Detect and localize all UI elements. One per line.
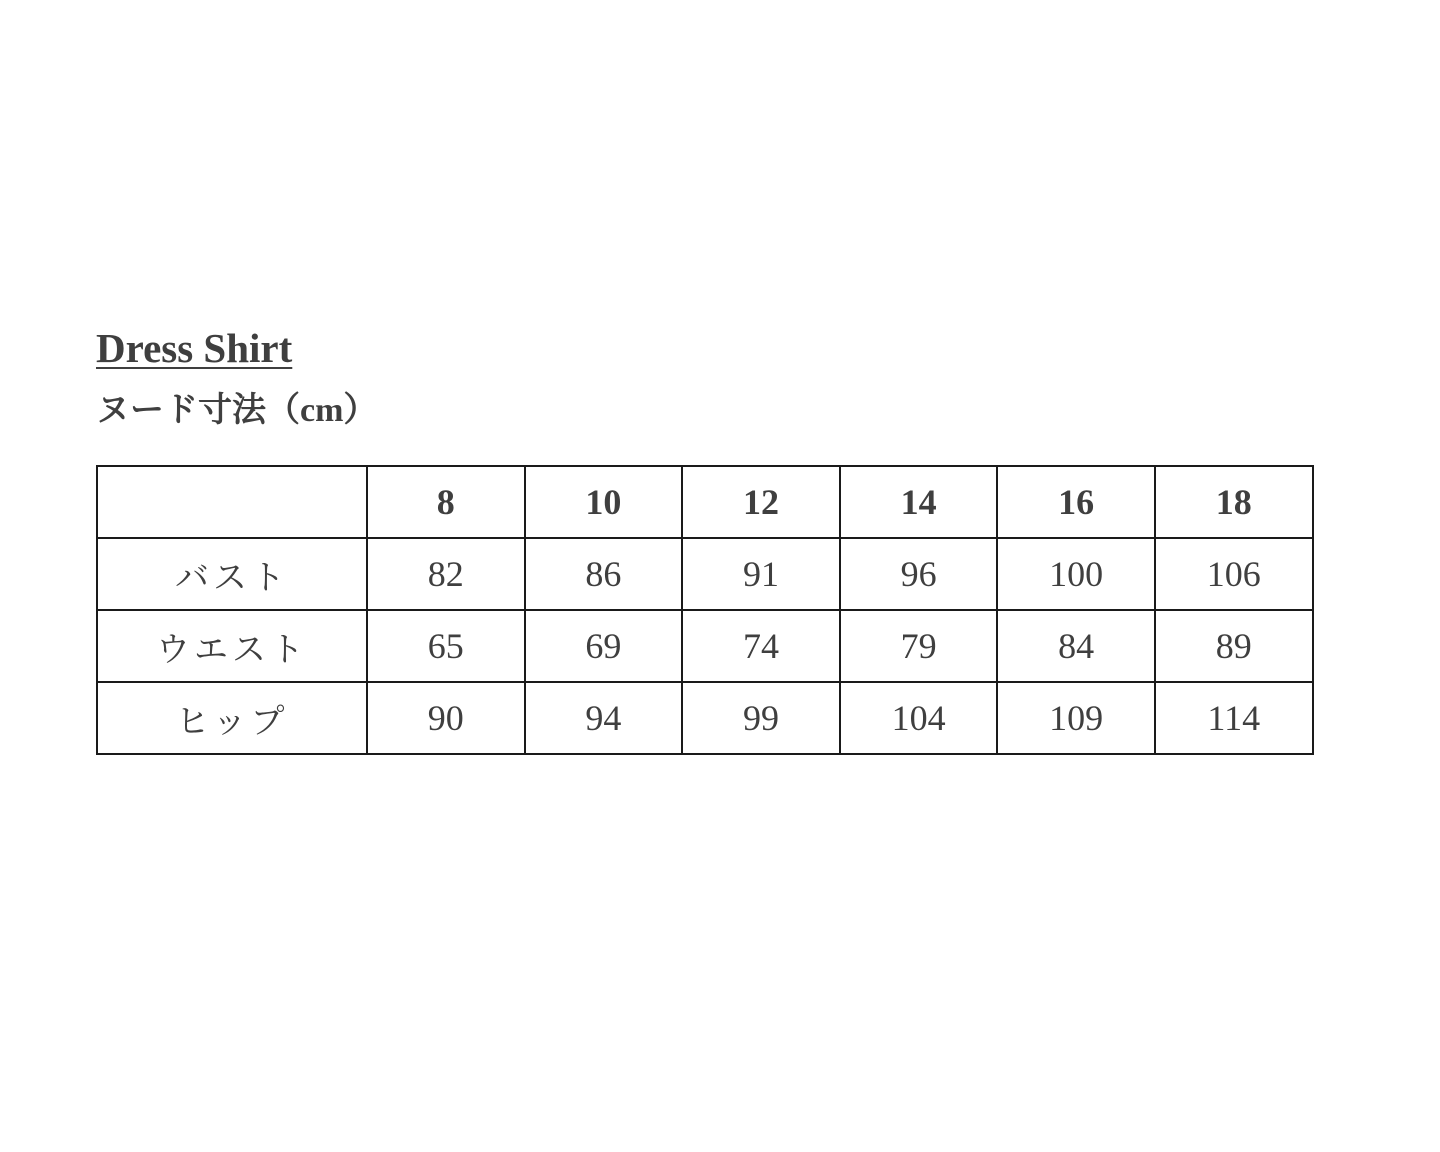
measurement-cell: 86: [525, 538, 683, 610]
row-label: ウエスト: [97, 610, 367, 682]
measurement-cell: 99: [682, 682, 840, 754]
measurement-cell: 84: [997, 610, 1155, 682]
row-label: ヒップ: [97, 682, 367, 754]
measurement-cell: 94: [525, 682, 683, 754]
table-row-hip: [97, 682, 1313, 754]
measurement-cell: 74: [682, 610, 840, 682]
measurement-cell: 65: [367, 610, 525, 682]
size-header: 16: [997, 466, 1155, 538]
size-header: 10: [525, 466, 683, 538]
header-row: [97, 466, 1313, 538]
size-chart-table: [96, 465, 1314, 755]
measurement-cell: 114: [1155, 682, 1313, 754]
size-header: 18: [1155, 466, 1313, 538]
size-header: 8: [367, 466, 525, 538]
measurement-cell: 91: [682, 538, 840, 610]
corner-cell: [97, 466, 367, 538]
row-label: バスト: [97, 538, 367, 610]
size-header: 12: [682, 466, 840, 538]
measurement-cell: 96: [840, 538, 998, 610]
measurement-cell: 89: [1155, 610, 1313, 682]
size-header: 14: [840, 466, 998, 538]
measurement-cell: 109: [997, 682, 1155, 754]
measurement-cell: 106: [1155, 538, 1313, 610]
table-subtitle: ヌード寸法（cm）: [96, 392, 378, 429]
measurement-cell: 100: [997, 538, 1155, 610]
table-row-waist: [97, 610, 1313, 682]
page-title: Dress Shirt: [96, 325, 293, 371]
measurement-cell: 90: [367, 682, 525, 754]
measurement-cell: 79: [840, 610, 998, 682]
table-row-bust: [97, 538, 1313, 610]
measurement-cell: 69: [525, 610, 683, 682]
measurement-cell: 104: [840, 682, 998, 754]
measurement-cell: 82: [367, 538, 525, 610]
